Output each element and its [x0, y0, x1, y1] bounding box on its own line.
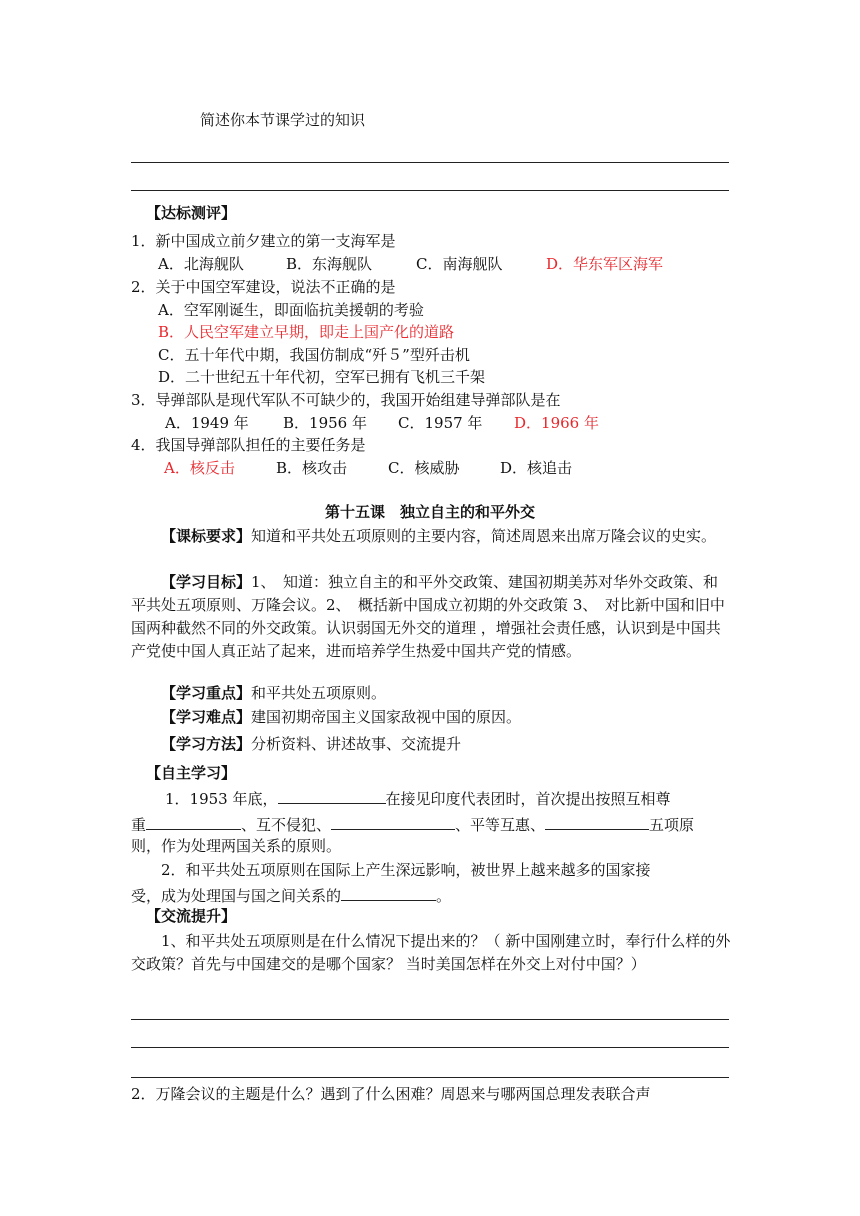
q2-stem: 2．关于中国空军建设，说法不正确的是	[131, 278, 396, 296]
self-q1-text: 1．1953 年底，	[165, 790, 278, 808]
fill-blank[interactable]	[146, 813, 241, 830]
fill-blank[interactable]	[341, 884, 436, 901]
difficulty-label: 【学习难点】	[161, 708, 252, 726]
q2-option-a: A．空军刚诞生，即面临抗美援朝的考验	[158, 301, 424, 319]
q2-option-d: D．二十世纪五十年代初，空军已拥有飞机三千架	[158, 368, 486, 386]
answer-line	[131, 190, 729, 191]
exchange-q2: 2．万隆会议的主题是什么？遇到了什么困难？周恩来与哪两国总理发表联合声	[131, 1085, 651, 1103]
q4-option-a-answer: A．核反击	[164, 459, 235, 477]
self-q1-text: 、互不侵犯、	[241, 816, 332, 834]
fill-blank[interactable]	[331, 813, 455, 830]
self-q1-line3: 则，作为处理两国关系的原则。	[131, 837, 342, 855]
goals-paragraph	[131, 571, 731, 663]
self-study-heading: 【自主学习】	[146, 764, 237, 782]
focus-text: 和平共处五项原则。	[251, 684, 387, 702]
method-text: 分析资料、讲述故事、交流提升	[251, 735, 462, 753]
method-label: 【学习方法】	[161, 735, 252, 753]
q2-option-b-answer: B．人民空军建立早期，即走上国产化的道路	[158, 323, 455, 341]
lesson-title: 第十五课 独立自主的和平外交	[324, 503, 535, 521]
answer-line	[131, 1077, 729, 1078]
difficulty-line	[161, 707, 521, 727]
q1-option-c: C．南海舰队	[416, 255, 503, 273]
focus-line	[161, 683, 386, 703]
summary-prompt: 简述你本节课学过的知识	[200, 111, 366, 129]
test-heading: 【达标测评】	[146, 204, 237, 222]
standard-label: 【课标要求】	[161, 527, 252, 545]
self-q1-line2	[131, 813, 694, 835]
q2-option-c: C．五十年代中期，我国仿制成“歼５”型歼击机	[158, 346, 470, 364]
answer-line	[131, 162, 729, 163]
goals-label: 【学习目标】	[161, 573, 252, 591]
goals-text: 1、 知道：独立自主的和平外交政策、建国初期美苏对华外交政策、和平共处五项原则、万隆会议。2、 概括新中国成立初期的外交政策 3、 对比新中国和旧中国两种截然不同的外交政策。认识弱国无外交的道理 ，增强社会责任感，认识到是中国共产党使中国人真正站了起来，进而培养学生热爱中国共产党的情感。	[131, 573, 725, 660]
q3-option-c: C．1957 年	[398, 414, 483, 432]
exchange-q1: 1、和平共处五项原则是在什么情况下提出来的？（ 新中国刚建立时，奉行什么样的外交政策？首先与中国建交的是哪个国家？ 当时美国怎样在外交上对付中国？）	[131, 932, 731, 973]
q4-option-b: B．核攻击	[276, 459, 348, 477]
q3-option-a: A．1949 年	[165, 414, 249, 432]
q3-stem: 3．导弹部队是现代军队不可缺少的，我国开始组建导弹部队是在	[131, 391, 561, 409]
self-q2-text: 。	[436, 887, 452, 905]
answer-line	[131, 1019, 729, 1020]
method-line	[161, 734, 461, 754]
self-q1-line1	[165, 787, 671, 809]
self-q2-line2	[131, 884, 451, 906]
q3-option-b: B．1956 年	[283, 414, 367, 432]
q1-option-d-answer: D．华东军区海军	[546, 255, 664, 273]
q4-option-d: D．核追击	[500, 459, 573, 477]
q3-option-d-answer: D．1966 年	[514, 414, 599, 432]
fill-blank[interactable]	[545, 813, 649, 830]
answer-line	[131, 1047, 729, 1048]
q1-stem: 1．新中国成立前夕建立的第一支海军是	[131, 232, 396, 250]
standard-text: 知道和平共处五项原则的主要内容，简述周恩来出席万隆会议的史实。	[251, 527, 717, 545]
fill-blank[interactable]	[278, 787, 386, 804]
self-q2-line1: 2．和平共处五项原则在国际上产生深远影响，被世界上越来越多的国家接	[161, 861, 651, 879]
q4-stem: 4．我国导弹部队担任的主要任务是	[131, 436, 366, 454]
self-q1-text: 五项原	[649, 816, 695, 834]
focus-label: 【学习重点】	[161, 684, 252, 702]
difficulty-text: 建国初期帝国主义国家敌视中国的原因。	[251, 708, 522, 726]
self-q1-text: 重	[131, 816, 147, 834]
standard-paragraph	[131, 525, 731, 548]
self-q1-text: 、平等互惠、	[455, 816, 546, 834]
q4-option-c: C．核威胁	[388, 459, 460, 477]
self-q2-text: 受，成为处理国与国之间关系的	[131, 887, 342, 905]
q1-option-a: A．北海舰队	[158, 255, 244, 273]
q1-option-b: B．东海舰队	[286, 255, 373, 273]
exchange-heading: 【交流提升】	[146, 907, 237, 925]
self-q1-text: 在接见印度代表团时，首次提出按照互相尊	[385, 790, 671, 808]
